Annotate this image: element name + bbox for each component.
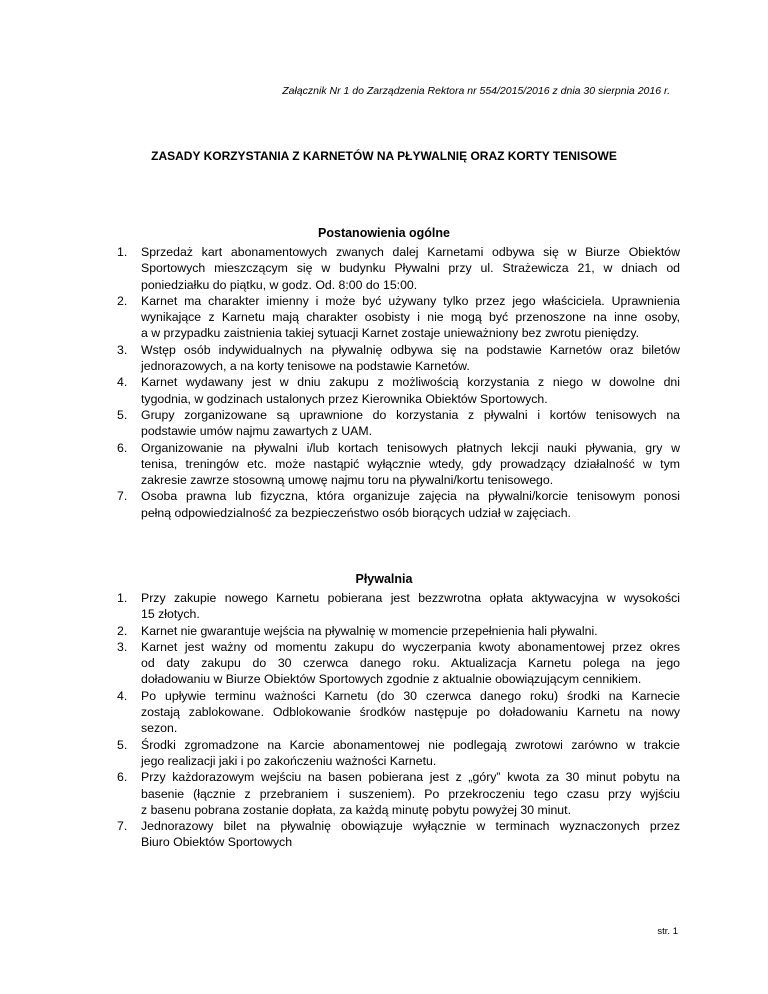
list-item-number: 5.	[117, 407, 128, 422]
list-item-number: 4.	[117, 375, 128, 390]
list-item-number: 6.	[117, 770, 128, 785]
list-item	[108, 407, 680, 440]
list-item-number: 2.	[117, 293, 128, 308]
list-item-line: podstawie umów najmu zawartych z UAM.	[141, 424, 372, 439]
list-item	[108, 590, 680, 623]
list-item	[108, 623, 680, 639]
page-number: str. 1	[657, 926, 678, 937]
list-item-number: 2.	[117, 623, 128, 638]
list-item	[108, 440, 680, 489]
list-item	[108, 244, 680, 293]
list-item-line: Po upływie terminu ważności Karnetu (do 30 czerwca danego roku) środki na Karnecie	[141, 688, 680, 703]
list-item-line: jego realizacji jaki i po zakończeniu ważności Karnetu.	[141, 753, 437, 768]
list-item-line: wynikające z Karnetu mają charakter osobisty i nie mogą być przenoszone na inne osoby,	[141, 310, 680, 325]
list-item-line: doładowaniu w Biurze Obiektów Sportowych zgodnie z aktualnie obowiązującym cennikiem.	[141, 672, 642, 687]
list-item-number: 4.	[117, 688, 128, 703]
list-item	[108, 737, 680, 770]
list-item-line: Sportowych mieszczącym się w budynku Pływalni przy ul. Strażewicza 21, w dniach od	[141, 261, 680, 276]
section-heading-general: Postanowienia ogólne	[318, 226, 450, 240]
list-item-line: tygodnia, w godzinach ustalonych przez Kierownika Obiektów Sportowych.	[141, 391, 548, 406]
list-item-line: a w przypadku zaistnienia takiej sytuacji Karnet zostaje unieważniony bez zwrotu pieniędzy.	[141, 326, 640, 341]
list-item-number: 3.	[117, 342, 128, 357]
list-item	[108, 818, 680, 851]
document-title: ZASADY KORZYSTANIA Z KARNETÓW NA PŁYWALNIĘ ORAZ KORTY TENISOWE	[151, 149, 617, 163]
list-item-line: Przy zakupie nowego Karnetu pobierana jest bezzwrotna opłata aktywacyjna w wysokości	[141, 591, 680, 605]
list-item	[108, 639, 680, 688]
list-item-number: 7.	[117, 819, 128, 834]
list-item-line: od daty zakupu do 30 czerwca danego roku. Aktualizacja Karnetu polega na jego	[141, 656, 680, 671]
list-item-number: 5.	[117, 737, 128, 752]
list-item-line: poniedziałku do piątku, w godz. Od. 8:00 do 15:00.	[141, 277, 418, 292]
list-item-line: zakresie zawrze stosowną umowę najmu toru na pływalni/kortu tenisowego.	[141, 473, 554, 488]
list-item	[108, 374, 680, 407]
list-item-line: Biuro Obiektów Sportowych	[141, 835, 293, 850]
list-item-line: sezon.	[141, 721, 178, 736]
list-item-line: Wstęp osób indywidualnych na pływalnię odbywa się na podstawie Karnetów oraz biletów	[141, 342, 680, 357]
list-item-line: Organizowanie na pływalni i/lub kortach tenisowych płatnych lekcji nauki pływania, gry w	[141, 440, 680, 455]
list-item	[108, 293, 680, 342]
annex-reference: Załącznik Nr 1 do Zarządzenia Rektora nr 554/2015/2016 z dnia 30 sierpnia 2016 r.	[282, 85, 670, 97]
section-heading-pool: Pływalnia	[355, 572, 413, 586]
list-item-line: tenisa, treningów etc. może nastąpić wyłącznie wtedy, gdy prowadzący działalność w tym	[141, 456, 680, 471]
list-item-number: 6.	[117, 440, 128, 455]
list-item-line: z basenu pobrana zostanie dopłata, za każdą minutę pobytu powyżej 30 minut.	[141, 802, 571, 817]
list-item-number: 1.	[117, 591, 128, 605]
list-item-line: 15 złotych.	[141, 607, 200, 622]
list-item-line: Przy każdorazowym wejściu na basen pobierana jest z „góry” kwota za 30 minut pobytu na	[141, 770, 680, 785]
list-item	[108, 769, 680, 818]
list-item-line: Jednorazowy bilet na pływalnię obowiązuje wyłącznie w terminach wyznaczonych przez	[141, 819, 680, 834]
list-item-line: Grupy zorganizowane są uprawnione do korzystania z pływalni i kortów tenisowych na	[141, 407, 680, 422]
list-item-line: Karnet wydawany jest w dniu zakupu z możliwością korzystania z niego w dowolne dni	[141, 375, 680, 390]
pool-rules-list	[108, 590, 680, 851]
list-item	[108, 488, 680, 521]
list-item-line: Środki zgromadzone na Karcie abonamentowej nie podlegają zwrotowi zarówno w trakcie	[141, 737, 680, 752]
list-item	[108, 342, 680, 375]
list-item-line: Karnet jest ważny od momentu zakupu do wyczerpania kwoty abonamentowej przez okres	[141, 639, 680, 654]
list-item-line: jednorazowych, a na korty tenisowe na podstawie Karnetów.	[141, 359, 470, 374]
list-item-line: pełną odpowiedzialność za bezpieczeństwo osób biorących udział w zajęciach.	[141, 505, 571, 520]
list-item	[108, 688, 680, 737]
list-item-number: 3.	[117, 639, 128, 654]
list-item-line: basenie (łącznie z przebraniem i suszeniem). Po przekroczeniu tego czasu przy wyjściu	[141, 786, 680, 801]
list-item-number: 7.	[117, 489, 128, 504]
general-rules-list	[108, 244, 680, 521]
list-item-line: Karnet nie gwarantuje wejścia na pływalnię w momencie przepełnienia hali pływalni.	[141, 623, 598, 638]
list-item-line: Sprzedaż kart abonamentowych zwanych dalej Karnetami odbywa się w Biurze Obiektów	[141, 245, 680, 259]
list-item-line: zostają zablokowane. Odblokowanie środków następuje po doładowaniu Karnetu na nowy	[141, 705, 680, 720]
list-item-line: Karnet ma charakter imienny i może być używany tylko przez jego właściciela. Uprawnienia	[141, 293, 680, 308]
list-item-line: Osoba prawna lub fizyczna, która organizuje zajęcia na pływalni/korcie tenisowym ponosi	[141, 489, 680, 504]
list-item-number: 1.	[117, 245, 128, 259]
